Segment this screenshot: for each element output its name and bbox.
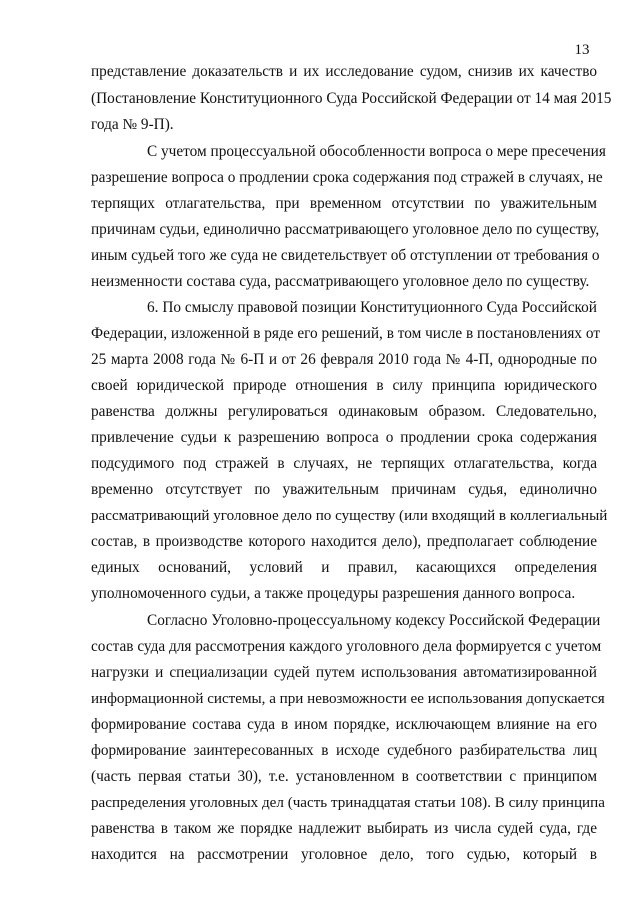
text-line: 25 марта 2008 года № 6-П и от 26 февраля 2010 года № 4-П, однородные по [91,351,597,368]
text-line: нагрузки и специализации судей путем использования автоматизированной [91,664,597,681]
text-line: состав суда для рассмотрения каждого уголовного дела формируется с учетом [91,638,602,655]
text-line: 6. По смыслу правовой позиции Конституционного Суда Российской [147,299,597,316]
text-line: представление доказательств и их исследование судом, снизив их качество [91,63,597,80]
text-line: уполномоченного судьи, а также процедуры разрешения данного вопроса. [91,585,576,602]
text-line: временно отсутствует по уважительным причинам судья, единолично [91,481,597,498]
text-line: равенства в таком же порядке надлежит выбирать из числа судей суда, где [91,820,597,837]
text-line: разрешение вопроса о продлении срока содержания под стражей в случаях, не [91,169,603,186]
text-line: терпящих отлагательства, при временном отсутствии по уважительным [91,195,597,212]
page-number: 13 [574,42,590,58]
text-line: причинам судьи, единолично рассматривающего уголовное дело по существу, [91,221,600,238]
text-line: Согласно Уголовно-процессуальному кодексу Российской Федерации [147,612,601,629]
text-line: информационной системы, а при невозможности ее использования допускается [91,691,605,707]
text-line: равенства должны регулироваться одинаковым образом. Следовательно, [91,403,597,420]
text-line: единых оснований, условий и правил, касающихся определения [91,559,597,576]
text-line: своей юридической природе отношения в силу принципа юридического [91,377,597,394]
text-line: привлечение судьи к разрешению вопроса о продлении срока содержания [91,429,597,446]
text-line: иным судьей того же суда не свидетельствует об отступлении от требования о [91,247,600,264]
text-line: распределения уголовных дел (часть тринадцатая статьи 108). В силу принципа [91,795,605,811]
text-line: формирование заинтересованных в исходе судебного разбирательства лиц [91,742,597,759]
text-line: рассматривающий уголовное дело по существу (или входящий в коллегиальный [91,508,608,524]
text-line: находится на рассмотрении уголовное дело, того судью, который в [91,846,597,863]
text-line: состав, в производстве которого находится дело), предполагает соблюдение [91,533,597,550]
text-line: года № 9-П). [91,116,174,133]
text-line: (часть первая статьи 30), т.е. установленном в соответствии с принципом [91,768,597,785]
text-line: Федерации, изложенной в ряде его решений, в том числе в постановлениях от [91,325,601,342]
text-line: формирование состава суда в ином порядке, исключающем влияние на его [91,716,597,733]
text-line: (Постановление Конституционного Суда Российской Федерации от 14 мая 2015 [91,90,612,107]
text-line: подсудимого под стражей в случаях, не терпящих отлагательства, когда [91,455,597,472]
text-line: С учетом процессуальной обособленности вопроса о мере пресечения [147,143,606,160]
text-line: неизменности состава суда, рассматривающего уголовное дело по существу. [91,273,590,290]
